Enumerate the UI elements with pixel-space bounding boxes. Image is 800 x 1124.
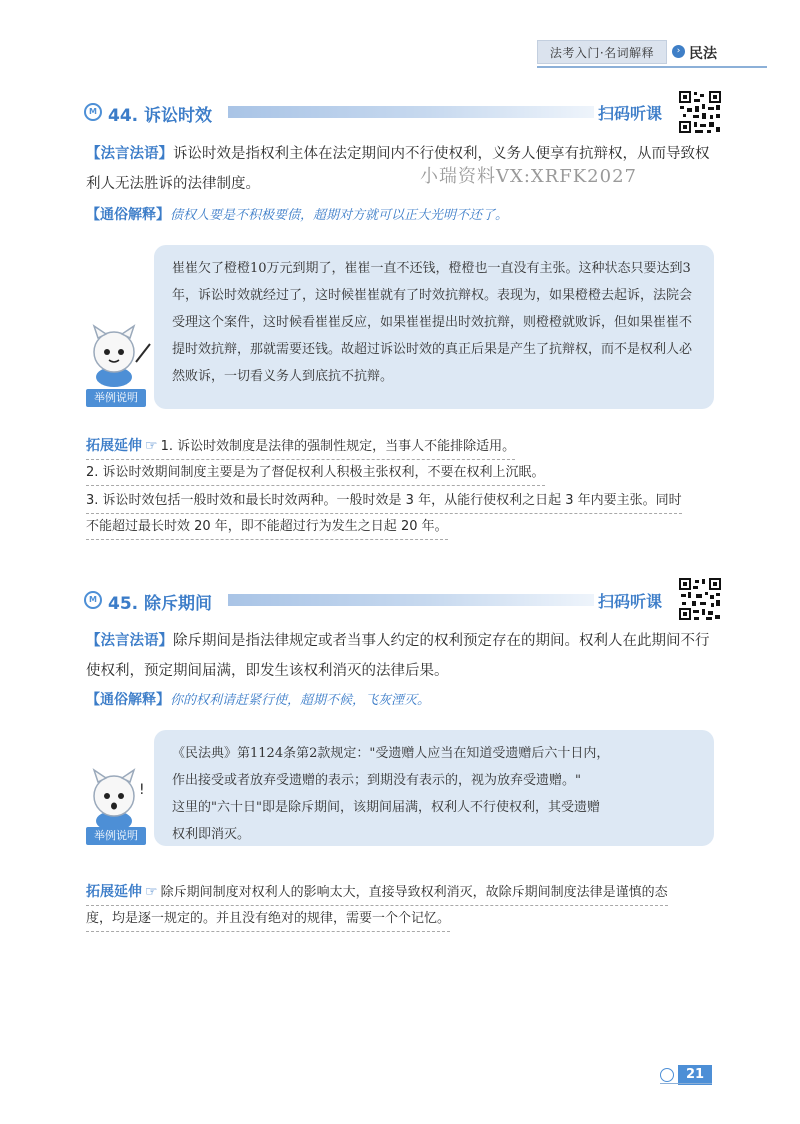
qr-code-icon[interactable] (678, 90, 722, 134)
example-text: 崔崔欠了橙橙10万元到期了，崔崔一直不还钱，橙橙也一直没有主张。这种状态只要达到3年，诉讼时效就经过了，这时候崔崔就有了时效抗辩权。表现为，如果橙橙去起诉，法院会受理这个案件，这时候看崔崔反应，如果崔崔提出时效抗辩，则橙橙就败诉，但如果崔崔不提时效抗辩，那就需要还钱。故超过诉讼时效的真正后果是产生了抗辩权，而不是权利人必然败诉，一切看义务人到底抗不抗辩。 (172, 261, 693, 384)
example-tag: 举例说明 (86, 389, 146, 407)
header-book-tag: 法考入门·名词解释 (537, 40, 667, 64)
page-number: 21 (678, 1065, 712, 1085)
example-line: 作出接受或者放弃受遗赠的表示；到期没有表示的，视为放弃受遗赠。" (172, 773, 581, 788)
scan-label: 扫码听课 (598, 104, 663, 123)
section-badge-icon: M (84, 103, 102, 121)
extension-line: 3. 诉讼时效包括一般时效和最长时效两种。一般时效是 3 年，从能行使权利之日起 3 年内要主张。同时 (86, 489, 682, 514)
section-44-heading (84, 100, 669, 124)
section-badge-icon: M (84, 591, 102, 609)
extension-line: 拓展延伸 ☞ 1. 诉讼时效制度是法律的强制性规定，当事人不能排除适用。 (86, 434, 515, 460)
header-rule (537, 66, 767, 68)
example-text (172, 740, 702, 848)
scan-label: 扫码听课 (598, 592, 663, 611)
plain-explanation: 【通俗解释】债权人要是不积极要债，超期对方就可以正大光明不还了。 (86, 207, 509, 223)
svg-text:!: ! (139, 782, 145, 798)
page-circle-icon (660, 1068, 674, 1082)
mascot-icon (84, 322, 154, 388)
extension-line: 拓展延伸 ☞ 除斥期间制度对权利人的影响太大，直接导致权利消灭，故除斥期间制度法律是谨慎的态 (86, 880, 668, 906)
legal-definition: 【法言法语】诉讼时效是指权利主体在法定期间内不行使权利，义务人便享有抗辩权，从而导致权利人无法胜诉的法律制度。 (86, 146, 710, 192)
qr-code-icon[interactable] (678, 577, 722, 621)
chevron-right-icon: › (672, 45, 685, 58)
section-title: 45. 除斥期间 (108, 594, 213, 614)
pointing-hand-icon: ☞ (145, 884, 158, 900)
section-45-heading (84, 588, 669, 612)
extension-line: 2. 诉讼时效期间制度主要是为了督促权利人积极主张权利，不要在权利上沉眠。 (86, 461, 545, 486)
example-line: 《民法典》第1124条第2款规定："受遗赠人应当在知道受遗赠后六十日内， (172, 746, 610, 761)
watermark: 小瑞资料VX:XRFK2027 (420, 166, 637, 187)
pointing-hand-icon: ☞ (145, 438, 158, 454)
extension-line: 度，均是逐一规定的。并且没有绝对的规律，需要一个个记忆。 (86, 907, 450, 932)
mascot-icon (84, 766, 154, 832)
section-title: 44. 诉讼时效 (108, 106, 213, 126)
header-section-title: 民法 (689, 46, 717, 62)
plain-explanation: 【通俗解释】你的权利请赶紧行使，超期不候，飞灰湮灭。 (86, 692, 431, 708)
footer-rule (660, 1083, 712, 1084)
example-line: 权利即消灭。 (172, 827, 251, 842)
heading-bar (228, 594, 594, 606)
example-tag: 举例说明 (86, 827, 146, 845)
example-line: 这里的"六十日"即是除斥期间，该期间届满，权利人不行使权利，其受遗赠 (172, 800, 600, 815)
legal-definition: 【法言法语】除斥期间是指法律规定或者当事人约定的权利预定存在的期间。权利人在此期间不行使权利，预定期间届满，即发生该权利消灭的法律后果。 (86, 633, 710, 679)
extension-line: 不能超过最长时效 20 年，即不能超过行为发生之日起 20 年。 (86, 515, 448, 540)
heading-bar (228, 106, 594, 118)
